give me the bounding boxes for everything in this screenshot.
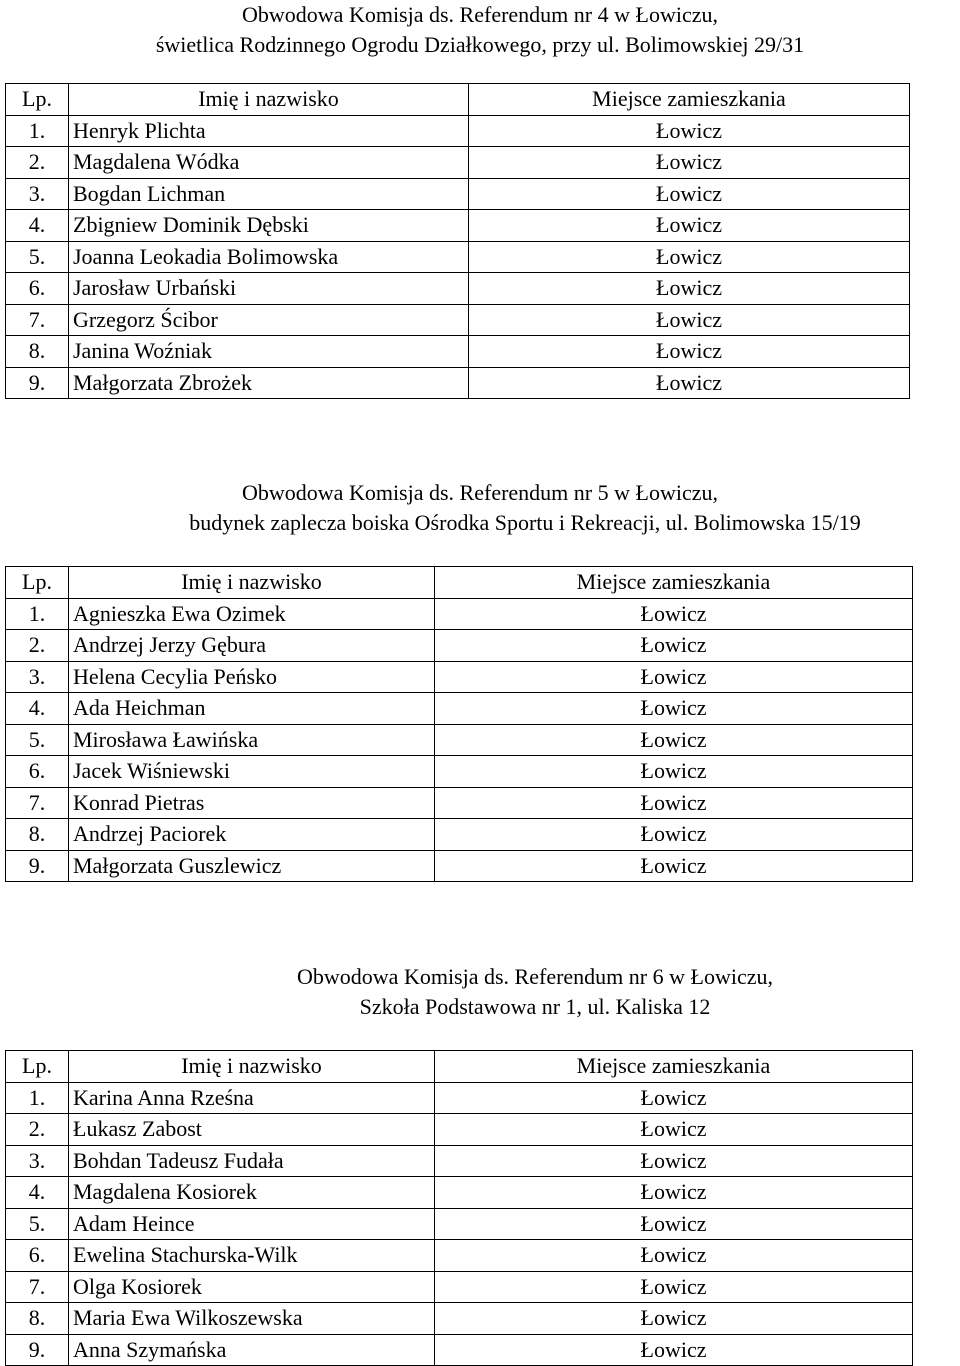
row-name: Jacek Wiśniewski bbox=[69, 756, 435, 788]
table-row bbox=[6, 1271, 913, 1303]
row-city: Łowicz bbox=[435, 1177, 913, 1209]
row-city: Łowicz bbox=[435, 1208, 913, 1240]
row-city: Łowicz bbox=[435, 819, 913, 851]
section-address: budynek zaplecza boiska Ośrodka Sportu i Rekreacji, ul. Bolimowska 15/19 bbox=[189, 510, 861, 535]
row-name: Joanna Leokadia Bolimowska bbox=[69, 241, 469, 273]
row-name: Henryk Plichta bbox=[69, 115, 469, 147]
row-lp: 4. bbox=[6, 693, 69, 725]
row-name: Konrad Pietras bbox=[69, 787, 435, 819]
row-city: Łowicz bbox=[435, 1271, 913, 1303]
table-row bbox=[6, 241, 910, 273]
row-city: Łowicz bbox=[469, 336, 910, 368]
row-lp: 3. bbox=[6, 1145, 69, 1177]
row-name: Małgorzata Guszlewicz bbox=[69, 850, 435, 882]
row-lp: 4. bbox=[6, 210, 69, 242]
row-name: Jarosław Urbański bbox=[69, 273, 469, 305]
row-name: Janina Woźniak bbox=[69, 336, 469, 368]
row-lp: 3. bbox=[6, 661, 69, 693]
table-row bbox=[6, 661, 913, 693]
row-name: Olga Kosiorek bbox=[69, 1271, 435, 1303]
row-city: Łowicz bbox=[435, 693, 913, 725]
row-lp: 4. bbox=[6, 1177, 69, 1209]
row-city: Łowicz bbox=[469, 210, 910, 242]
row-lp: 7. bbox=[6, 304, 69, 336]
section-title: Obwodowa Komisja ds. Referendum nr 5 w Łowiczu, bbox=[242, 480, 718, 505]
row-lp: 7. bbox=[6, 787, 69, 819]
row-lp: 6. bbox=[6, 1240, 69, 1272]
row-lp: 9. bbox=[6, 850, 69, 882]
table-row bbox=[6, 178, 910, 210]
row-lp: 6. bbox=[6, 756, 69, 788]
row-lp: 1. bbox=[6, 115, 69, 147]
row-name: Ada Heichman bbox=[69, 693, 435, 725]
section-heading-5 bbox=[0, 478, 960, 538]
row-lp: 6. bbox=[6, 273, 69, 305]
row-name: Andrzej Paciorek bbox=[69, 819, 435, 851]
row-name: Bohdan Tadeusz Fudała bbox=[69, 1145, 435, 1177]
row-lp: 7. bbox=[6, 1271, 69, 1303]
section-heading-6 bbox=[0, 962, 960, 1022]
row-lp: 1. bbox=[6, 1082, 69, 1114]
row-name: Adam Heince bbox=[69, 1208, 435, 1240]
row-name: Maria Ewa Wilkoszewska bbox=[69, 1303, 435, 1335]
row-city: Łowicz bbox=[469, 115, 910, 147]
section-title: Obwodowa Komisja ds. Referendum nr 4 w Łowiczu, bbox=[242, 2, 718, 27]
row-name: Magdalena Kosiorek bbox=[69, 1177, 435, 1209]
row-city: Łowicz bbox=[435, 787, 913, 819]
row-lp: 3. bbox=[6, 178, 69, 210]
row-lp: 5. bbox=[6, 724, 69, 756]
row-name: Helena Cecylia Peńsko bbox=[69, 661, 435, 693]
row-city: Łowicz bbox=[435, 1334, 913, 1366]
table-row bbox=[6, 336, 910, 368]
members-table-5 bbox=[5, 566, 913, 882]
header-lp: Lp. bbox=[6, 567, 69, 599]
table-row bbox=[6, 724, 913, 756]
section-address: Szkoła Podstawowa nr 1, ul. Kaliska 12 bbox=[359, 994, 711, 1019]
table-row bbox=[6, 1114, 913, 1146]
row-city: Łowicz bbox=[469, 241, 910, 273]
table-row bbox=[6, 1334, 913, 1366]
row-name: Mirosława Ławińska bbox=[69, 724, 435, 756]
table-row bbox=[6, 1082, 913, 1114]
row-city: Łowicz bbox=[435, 661, 913, 693]
row-city: Łowicz bbox=[435, 850, 913, 882]
header-lp: Lp. bbox=[6, 1051, 69, 1083]
row-lp: 2. bbox=[6, 630, 69, 662]
header-lp: Lp. bbox=[6, 84, 69, 116]
row-city: Łowicz bbox=[435, 630, 913, 662]
row-city: Łowicz bbox=[435, 1303, 913, 1335]
row-lp: 9. bbox=[6, 1334, 69, 1366]
table-header-row bbox=[6, 1051, 913, 1083]
table-row bbox=[6, 147, 910, 179]
members-table-4 bbox=[5, 83, 910, 399]
table-row bbox=[6, 1145, 913, 1177]
table-row bbox=[6, 787, 913, 819]
header-city: Miejsce zamieszkania bbox=[435, 1051, 913, 1083]
header-city: Miejsce zamieszkania bbox=[469, 84, 910, 116]
row-name: Karina Anna Rześna bbox=[69, 1082, 435, 1114]
header-name: Imię i nazwisko bbox=[69, 1051, 435, 1083]
row-name: Bogdan Lichman bbox=[69, 178, 469, 210]
row-name: Andrzej Jerzy Gębura bbox=[69, 630, 435, 662]
row-city: Łowicz bbox=[435, 1114, 913, 1146]
row-city: Łowicz bbox=[435, 756, 913, 788]
table-row bbox=[6, 115, 910, 147]
row-lp: 8. bbox=[6, 819, 69, 851]
table-row bbox=[6, 1240, 913, 1272]
row-city: Łowicz bbox=[469, 147, 910, 179]
row-lp: 5. bbox=[6, 241, 69, 273]
row-name: Anna Szymańska bbox=[69, 1334, 435, 1366]
table-row bbox=[6, 367, 910, 399]
row-city: Łowicz bbox=[435, 1082, 913, 1114]
row-city: Łowicz bbox=[435, 598, 913, 630]
table-row bbox=[6, 1208, 913, 1240]
section-title: Obwodowa Komisja ds. Referendum nr 6 w Łowiczu, bbox=[297, 964, 773, 989]
row-name: Agnieszka Ewa Ozimek bbox=[69, 598, 435, 630]
row-lp: 5. bbox=[6, 1208, 69, 1240]
table-row bbox=[6, 304, 910, 336]
row-name: Ewelina Stachurska-Wilk bbox=[69, 1240, 435, 1272]
table-row bbox=[6, 273, 910, 305]
table-row bbox=[6, 756, 913, 788]
table-header-row bbox=[6, 84, 910, 116]
row-city: Łowicz bbox=[469, 273, 910, 305]
row-lp: 1. bbox=[6, 598, 69, 630]
row-lp: 2. bbox=[6, 147, 69, 179]
row-name: Małgorzata Zbrożek bbox=[69, 367, 469, 399]
table-row bbox=[6, 598, 913, 630]
row-lp: 2. bbox=[6, 1114, 69, 1146]
row-name: Zbigniew Dominik Dębski bbox=[69, 210, 469, 242]
row-city: Łowicz bbox=[469, 367, 910, 399]
table-row bbox=[6, 210, 910, 242]
row-lp: 8. bbox=[6, 1303, 69, 1335]
table-header-row bbox=[6, 567, 913, 599]
table-row bbox=[6, 850, 913, 882]
header-name: Imię i nazwisko bbox=[69, 567, 435, 599]
table-row bbox=[6, 630, 913, 662]
header-city: Miejsce zamieszkania bbox=[435, 567, 913, 599]
table-row bbox=[6, 1177, 913, 1209]
row-city: Łowicz bbox=[469, 304, 910, 336]
header-name: Imię i nazwisko bbox=[69, 84, 469, 116]
row-city: Łowicz bbox=[469, 178, 910, 210]
row-city: Łowicz bbox=[435, 1240, 913, 1272]
table-row bbox=[6, 1303, 913, 1335]
row-lp: 9. bbox=[6, 367, 69, 399]
row-city: Łowicz bbox=[435, 724, 913, 756]
table-row bbox=[6, 819, 913, 851]
row-name: Łukasz Zabost bbox=[69, 1114, 435, 1146]
members-table-6 bbox=[5, 1050, 913, 1366]
section-address: świetlica Rodzinnego Ogrodu Działkowego, przy ul. Bolimowskiej 29/31 bbox=[155, 32, 805, 57]
table-row bbox=[6, 693, 913, 725]
row-name: Magdalena Wódka bbox=[69, 147, 469, 179]
section-heading-4 bbox=[0, 0, 960, 60]
row-city: Łowicz bbox=[435, 1145, 913, 1177]
row-lp: 8. bbox=[6, 336, 69, 368]
row-name: Grzegorz Ścibor bbox=[69, 304, 469, 336]
